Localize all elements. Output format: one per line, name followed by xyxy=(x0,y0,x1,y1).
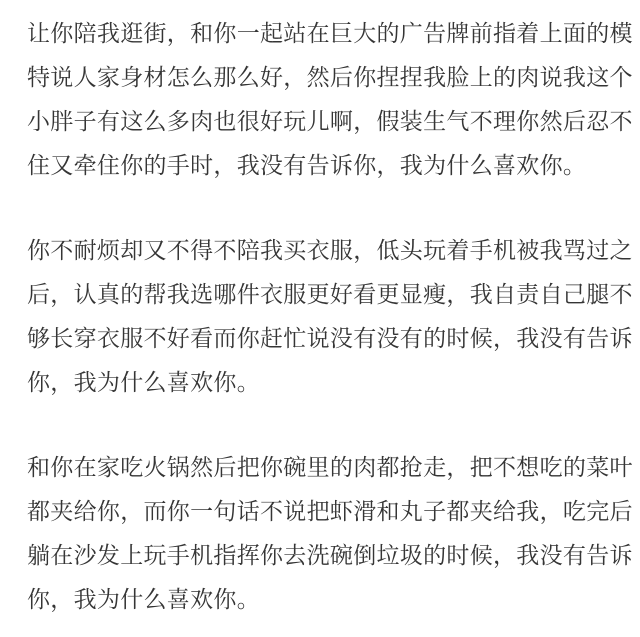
paragraph-3-line-3: 躺在沙发上玩手机指挥你去洗碗倒垃圾的时候，我没有告诉 xyxy=(27,543,633,569)
paragraph-3-line-1: 和你在家吃火锅然后把你碗里的肉都抢走，把不想吃的菜叶 xyxy=(27,455,633,481)
paragraph-2-line-2: 后，认真的帮我选哪件衣服更好看更显瘦，我自责自己腿不 xyxy=(27,282,633,308)
paragraph-3-line-4: 你，我为什么喜欢你。 xyxy=(27,587,260,613)
paragraph-1-line-3: 小胖子有这么多肉也很好玩儿啊，假装生气不理你然后忍不 xyxy=(27,109,633,135)
paragraph-2-line-4: 你，我为什么喜欢你。 xyxy=(27,370,260,396)
paragraph-2 xyxy=(27,229,633,405)
paragraph-3 xyxy=(27,446,633,622)
paragraph-2-line-1: 你不耐烦却又不得不陪我买衣服，低头玩着手机被我骂过之 xyxy=(27,238,633,264)
paragraph-2-line-3: 够长穿衣服不好看而你赶忙说没有没有的时候，我没有告诉 xyxy=(27,326,633,352)
paragraph-1-line-2: 特说人家身材怎么那么好，然后你捏捏我脸上的肉说我这个 xyxy=(27,65,633,91)
paragraph-3-line-2: 都夹给你，而你一句话不说把虾滑和丸子都夹给我，吃完后 xyxy=(27,499,633,525)
paragraph-1-line-1: 让你陪我逛街，和你一起站在巨大的广告牌前指着上面的模 xyxy=(27,21,633,47)
paragraph-1 xyxy=(27,12,633,188)
paragraph-1-line-4: 住又牵住你的手时，我没有告诉你，我为什么喜欢你。 xyxy=(27,153,587,179)
